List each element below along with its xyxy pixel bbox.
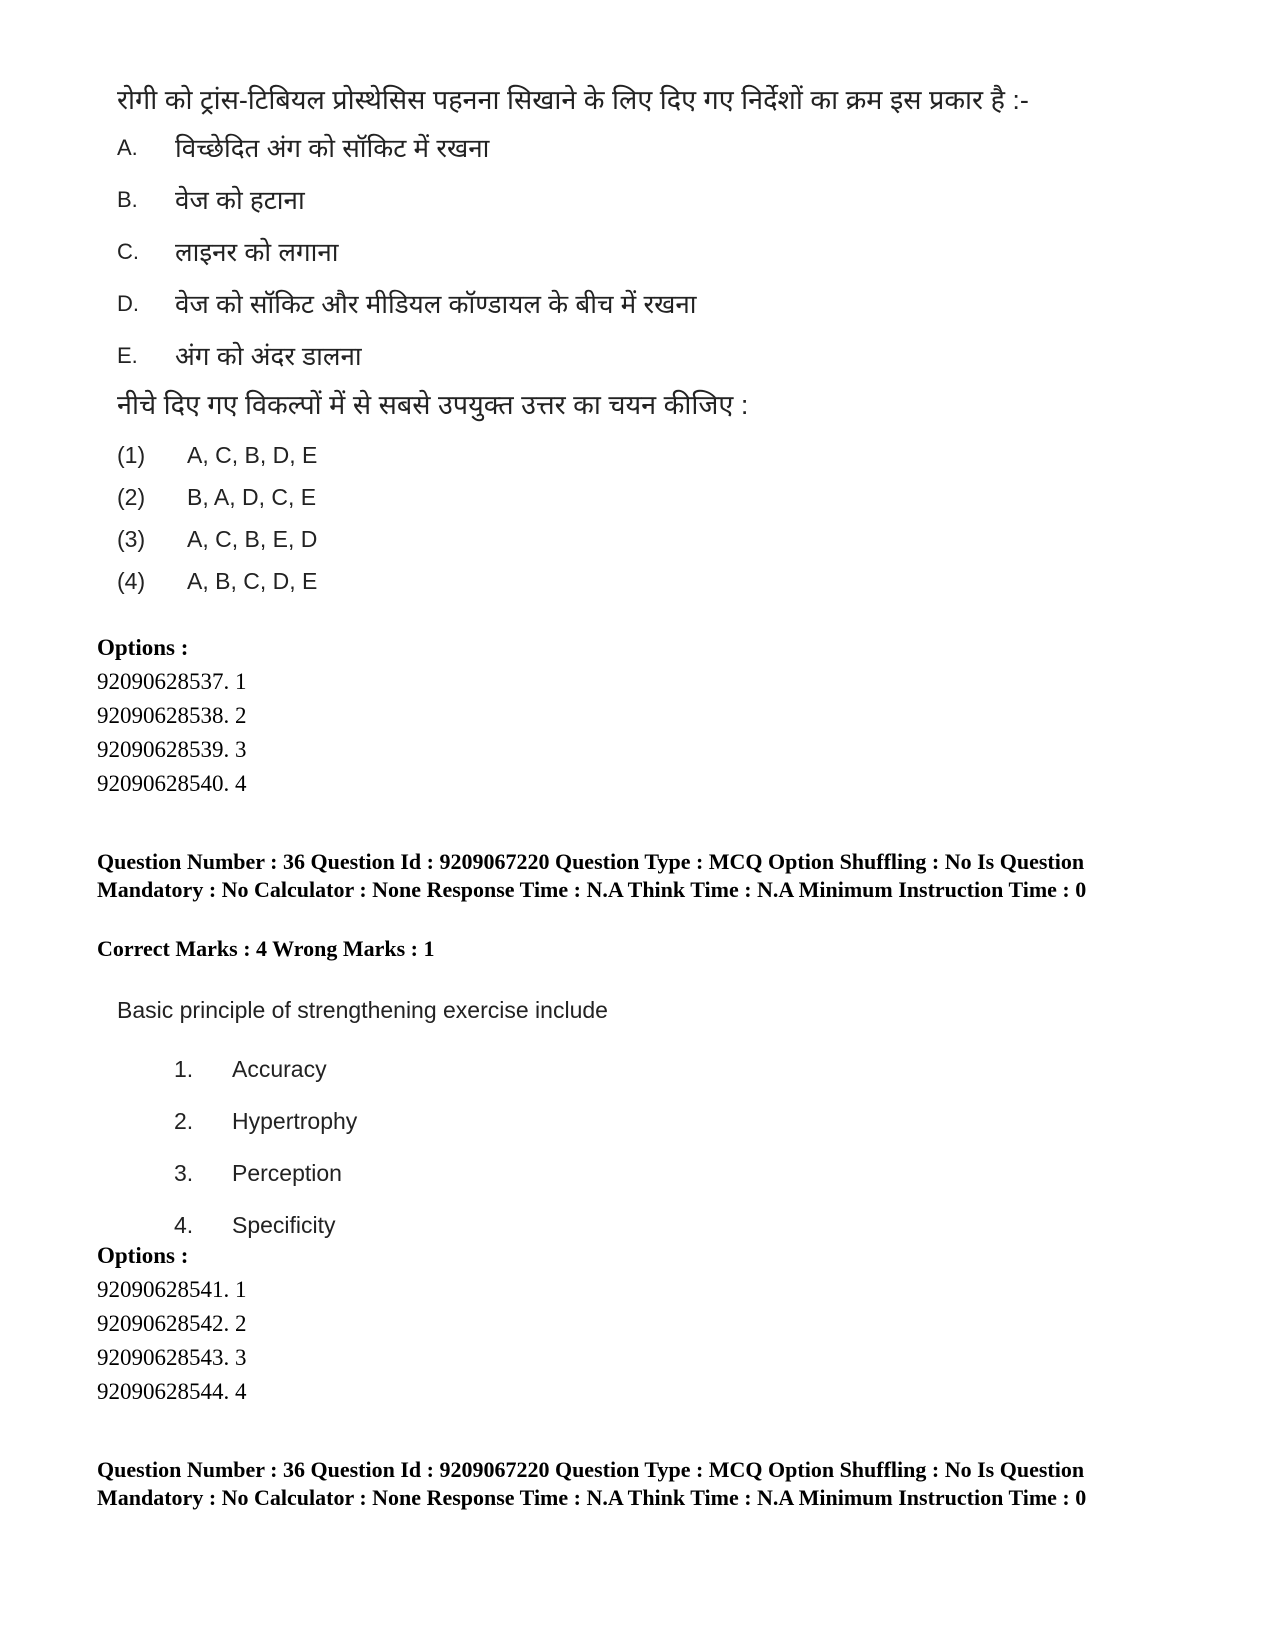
list-item	[117, 122, 1017, 174]
option-line: 92090628541. 1	[97, 1277, 247, 1302]
item-text: Specificity	[232, 1212, 336, 1238]
choice-row	[117, 560, 1017, 602]
option-line: 92090628539. 3	[97, 737, 247, 762]
choice-number: (2)	[117, 484, 146, 510]
choice-text: A, C, B, E, D	[187, 526, 318, 552]
option-line: 92090628544. 4	[97, 1379, 247, 1404]
choice-number: (3)	[117, 526, 146, 552]
item-number: 1.	[174, 1056, 194, 1082]
option-line: 92090628540. 4	[97, 771, 247, 796]
choice-row	[117, 434, 1017, 476]
options-list	[97, 665, 247, 801]
answer-prompt: नीचे दिए गए विकल्पों में से सबसे उपयुक्त उत्तर का चयन कीजिए :	[117, 390, 749, 420]
list-item	[117, 1199, 817, 1251]
item-text: वेज को सॉकिट और मीडियल कॉण्डायल के बीच में रखना	[175, 289, 697, 319]
list-item	[117, 174, 1017, 226]
list-item	[117, 1043, 817, 1095]
item-number: 2.	[174, 1108, 194, 1134]
item-number: 4.	[174, 1212, 194, 1238]
choice-row	[117, 476, 1017, 518]
item-label: D.	[117, 291, 139, 316]
choice-number: (1)	[117, 442, 146, 468]
item-text: वेज को हटाना	[175, 185, 305, 215]
list-item	[117, 278, 1017, 330]
item-number: 3.	[174, 1160, 194, 1186]
list-item	[117, 330, 1017, 382]
marks-info: Correct Marks : 4 Wrong Marks : 1	[97, 936, 435, 961]
question-stem: Basic principle of strengthening exercise include	[117, 997, 608, 1023]
item-text: Perception	[232, 1160, 342, 1186]
choice-row	[117, 518, 1017, 560]
item-text: विच्छेदित अंग को सॉकिट में रखना	[175, 133, 490, 163]
item-text: Hypertrophy	[232, 1108, 358, 1134]
item-label: E.	[117, 343, 138, 368]
list-item	[117, 1147, 817, 1199]
option-line: 92090628537. 1	[97, 669, 247, 694]
choice-number: (4)	[117, 568, 146, 594]
choice-text: A, C, B, D, E	[187, 442, 318, 468]
options-list	[97, 1273, 247, 1409]
option-line: 92090628542. 2	[97, 1311, 247, 1336]
item-label: B.	[117, 187, 138, 212]
option-line: 92090628543. 3	[97, 1345, 247, 1370]
choice-text: A, B, C, D, E	[187, 568, 318, 594]
item-label: C.	[117, 239, 139, 264]
question-stem: रोगी को ट्रांस-टिबियल प्रोस्थेसिस पहनना सिखाने के लिए दिए गए निर्देशों का क्रम इस प्रकार है :-	[117, 85, 1029, 115]
list-item	[117, 1095, 817, 1147]
question-metadata: Question Number : 36 Question Id : 9209067220 Question Type : MCQ Option Shuffling : No Is Question Mandatory : No Calculator : None Response Time : N.A Think Time : N.A Minimum Instruction Time : 0	[97, 849, 1087, 902]
item-text: लाइनर को लगाना	[175, 237, 339, 267]
option-line: 92090628538. 2	[97, 703, 247, 728]
options-heading: Options :	[97, 635, 189, 660]
item-text: Accuracy	[232, 1056, 327, 1082]
item-label: A.	[117, 135, 138, 160]
item-text: अंग को अंदर डालना	[175, 341, 362, 371]
question-image-hindi	[117, 82, 1029, 602]
question-image-english	[117, 993, 817, 1251]
choice-text: B, A, D, C, E	[187, 484, 317, 510]
options-heading: Options :	[97, 1243, 189, 1268]
question-metadata: Question Number : 36 Question Id : 9209067220 Question Type : MCQ Option Shuffling : No Is Question Mandatory : No Calculator : None Response Time : N.A Think Time : N.A Minimum Instruction Time : 0	[97, 1457, 1087, 1510]
list-item	[117, 226, 1017, 278]
